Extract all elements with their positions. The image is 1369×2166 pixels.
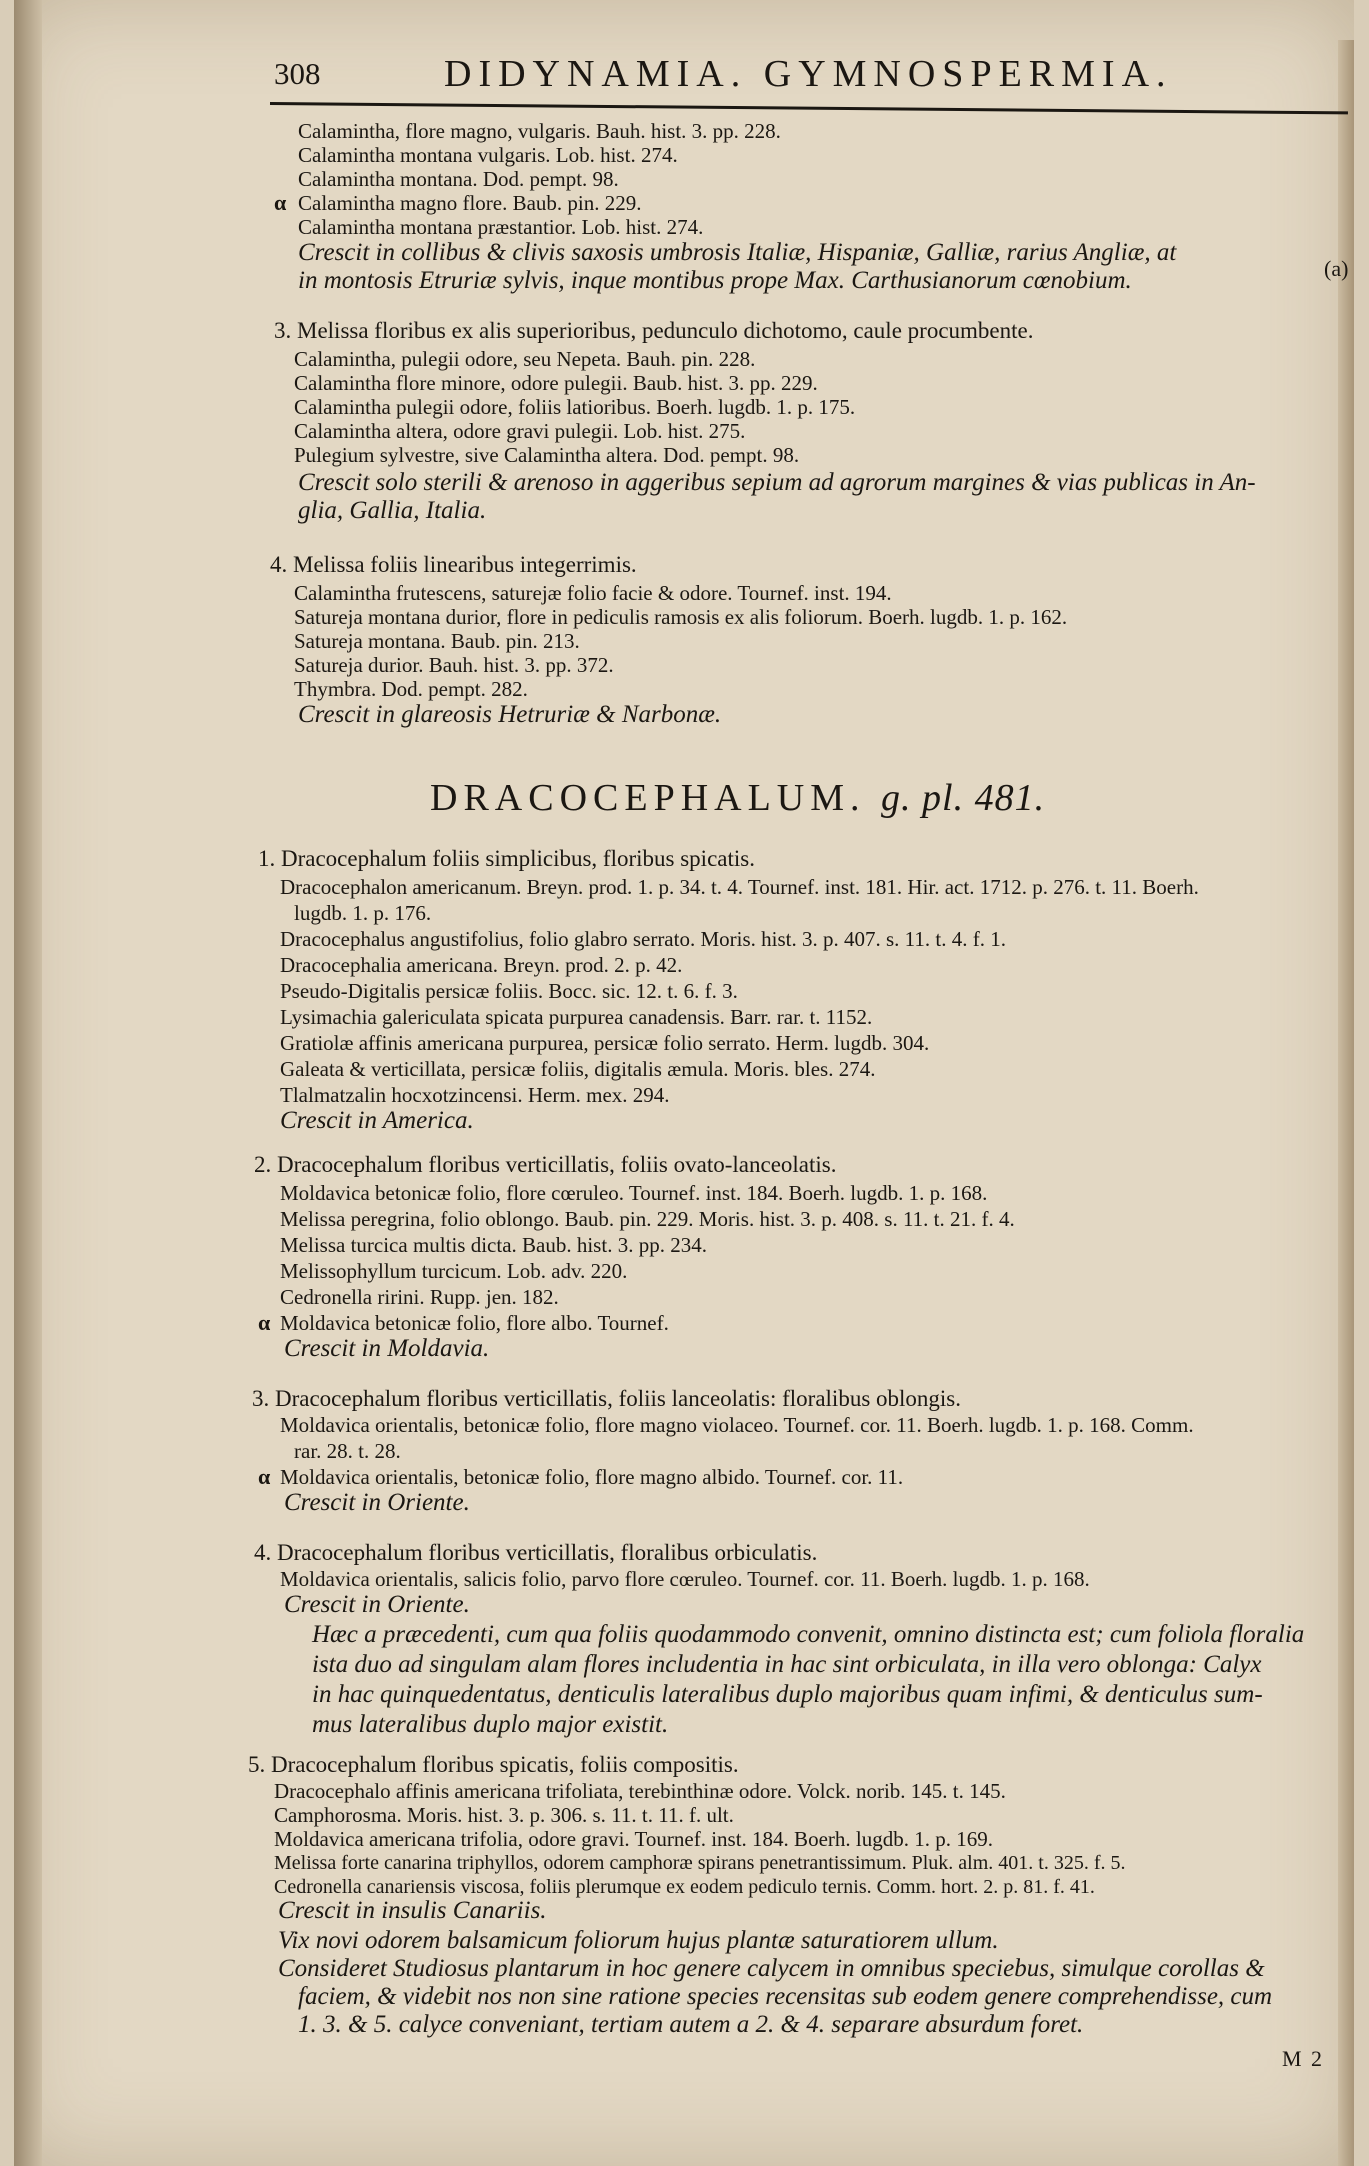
page-header [258,46,1348,116]
synonym-line: Galeata & verticillata, persicæ foliis, digitalis æmula. Moris. bles. 274. [280,1057,876,1081]
synonym-line: Calamintha pulegii odore, foliis latioribus. Boerh. lugdb. 1. p. 175. [294,395,856,419]
running-head: DIDYNAMIA. GYMNOSPERMIA. [444,53,1173,95]
species-heading: 5. Dracocephalum floribus spicatis, foliis compositis. [248,1752,739,1777]
book-page [14,0,1354,2166]
habitat-line: Crescit in glareosis Hetruriæ & Narbonæ. [298,701,722,728]
habitat-line: Crescit in Moldavia. [284,1335,490,1362]
synonym-line: Calamintha, pulegii odore, seu Nepeta. Bauh. pin. 228. [294,347,756,371]
synonym-line: Dracocephalus angustifolius, folio glabro serrato. Moris. hist. 3. p. 407. s. 11. t. 4. f. 1. [280,927,1006,951]
synonym-line: Satureja montana durior, flore in pediculis ramosis ex alis foliorum. Boerh. lugdb. 1. p. 162. [294,605,1068,629]
synonym-line: Calamintha flore minore, odore pulegii. Baub. hist. 3. pp. 229. [294,371,818,395]
note-line: faciem, & videbit nos non sine ratione species recensitas sub eodem genere comprehendisse, cum [298,1983,1273,2010]
header-rule [270,102,1348,114]
synonym-line: Melissa peregrina, folio oblongo. Baub. pin. 229. Moris. hist. 3. p. 408. s. 11. t. 21. f. 4. [280,1207,1015,1231]
synonym-line: Dracocephalon americanum. Breyn. prod. 1. p. 34. t. 4. Tournef. inst. 181. Hir. act. 1712. p. 276. t. 11. Boerh. [280,875,1199,899]
synonym-line: Moldavica betonicæ folio, flore cœruleo. Tournef. inst. 184. Boerh. lugdb. 1. p. 168. [280,1181,988,1205]
synonym-line: rar. 28. t. 28. [294,1439,401,1463]
synonym-line: Cedronella ririni. Rupp. jen. 182. [280,1285,559,1309]
synonym-line: Calamintha, flore magno, vulgaris. Bauh. hist. 3. pp. 228. [298,119,781,143]
footnote-mark: (a) [1324,256,1349,281]
synonym-line: Dracocephalo affinis americana trifoliata, terebinthinæ odore. Volck. norib. 145. t. 145. [274,1779,1006,1803]
synonym-line: Calamintha montana præstantior. Lob. hist. 274. [298,215,704,239]
habitat-line: Crescit in insulis Canariis. [278,1897,547,1924]
synonym-line: Moldavica orientalis, salicis folio, parvo flore cœruleo. Tournef. cor. 11. Boerh. lugdb. 1. p. 168. [280,1567,1090,1591]
habitat-line: Crescit in America. [280,1107,474,1134]
synonym-line: Pseudo-Digitalis persicæ foliis. Bocc. sic. 12. t. 6. f. 3. [280,979,738,1003]
variety-mark: α [274,190,287,215]
synonym-line: Calamintha frutescens, saturejæ folio facie & odore. Tournef. inst. 194. [294,581,892,605]
genus-title [430,776,1045,820]
note-line: ista duo ad singulam alam flores includentia in hac sint orbiculata, in illa vero oblonga: Calyx [312,1651,1262,1678]
species-heading: 4. Dracocephalum floribus verticillatis, floralibus orbiculatis. [254,1540,818,1565]
synonym-line: Melissophyllum turcicum. Lob. adv. 220. [280,1259,628,1283]
synonym-line: Calamintha montana. Dod. pempt. 98. [298,167,619,191]
synonym-line: Camphorosma. Moris. hist. 3. p. 306. s. 11. t. 11. f. ult. [274,1803,734,1827]
species-heading: 4. Melissa foliis linearibus integerrimis. [270,552,637,577]
synonym-line: Moldavica betonicæ folio, flore albo. Tournef. [280,1311,669,1335]
note-line: Vix novi odorem balsamicum foliorum hujus plantæ saturatiorem ullum. [278,1927,999,1954]
synonym-line: Calamintha altera, odore gravi pulegii. Lob. hist. 275. [294,419,746,443]
page-number: 308 [274,56,321,91]
variety-mark: α [258,1464,271,1489]
species-heading: 1. Dracocephalum foliis simplicibus, floribus spicatis. [258,846,755,871]
synonym-line: Thymbra. Dod. pempt. 282. [294,677,528,701]
genus-name: DRACOCEPHALUM. [430,777,866,819]
page-edge [1338,40,1354,2166]
synonym-line: Gratiolæ affinis americana purpurea, persicæ folio serrato. Herm. lugdb. 304. [280,1031,930,1055]
signature-mark: M 2 [1282,2046,1325,2071]
synonym-line: Lysimachia galericulata spicata purpurea canadensis. Barr. rar. t. 1152. [280,1005,873,1029]
species-heading: 2. Dracocephalum floribus verticillatis, foliis ovato-lanceolatis. [254,1152,837,1177]
habitat-line: glia, Gallia, Italia. [298,497,487,524]
note-line: Consideret Studiosus plantarum in hoc genere calycem in omnibus speciebus, simulque corollas & [278,1955,1265,1982]
synonym-line: Moldavica americana trifolia, odore gravi. Tournef. inst. 184. Boerh. lugdb. 1. p. 169. [274,1827,993,1851]
note-line: Hæc a præcedenti, cum qua foliis quodammodo convenit, omnino distincta est; cum foliola floralia [312,1621,1305,1648]
page-gutter [14,0,42,2166]
genus-reference: g. pl. 481. [881,777,1046,819]
habitat-line: Crescit in Oriente. [284,1489,470,1516]
synonym-line: Moldavica orientalis, betonicæ folio, flore magno albido. Tournef. cor. 11. [280,1465,904,1489]
synonym-line: Pulegium sylvestre, sive Calamintha altera. Dod. pempt. 98. [294,443,800,467]
synonym-line: Melissa turcica multis dicta. Baub. hist. 3. pp. 234. [280,1233,707,1257]
synonym-line: Satureja durior. Bauh. hist. 3. pp. 372. [294,653,614,677]
note-line: in hac quinquedentatus, denticulis lateralibus duplo majoribus quam infimi, & denticulus sum- [312,1681,1263,1708]
synonym-line: lugdb. 1. p. 176. [294,901,432,925]
species-heading: 3. Dracocephalum floribus verticillatis, foliis lanceolatis: floralibus oblongis. [252,1386,962,1411]
note-line: mus lateralibus duplo major existit. [312,1711,669,1738]
synonym-line: Melissa forte canarina triphyllos, odorem camphoræ spirans penetrantissimum. Pluk. alm. 401. t. 325. f. 5. [274,1852,1126,1874]
species-heading: 3. Melissa floribus ex alis superioribus, pedunculo dichotomo, caule procumbente. [274,318,1034,343]
habitat-line: Crescit solo sterili & arenoso in aggeribus sepium ad agrorum margines & vias publicas in An- [298,469,1256,496]
variety-mark: α [258,1310,271,1335]
synonym-line: Moldavica orientalis, betonicæ folio, flore magno violaceo. Tournef. cor. 11. Boerh. lugdb. 1. p. 168. Comm. [280,1413,1194,1437]
note-line: 1. 3. & 5. calyce conveniant, tertiam autem a 2. & 4. separare absurdum foret. [298,2011,1084,2038]
synonym-line: Tlalmatzalin hocxotzincensi. Herm. mex. 294. [280,1083,670,1107]
synonym-line: Satureja montana. Baub. pin. 213. [294,629,580,653]
habitat-line: Crescit in collibus & clivis saxosis umbrosis Italiæ, Hispaniæ, Galliæ, rarius Angliæ, at [298,239,1177,266]
synonym-line: Cedronella canariensis viscosa, foliis plerumque ex eodem pediculo ternis. Comm. hort. 2. p. 81. f. 41. [274,1876,1095,1898]
synonym-line: Calamintha magno flore. Baub. pin. 229. [298,191,642,215]
synonym-line: Dracocephalia americana. Breyn. prod. 2. p. 42. [280,953,683,977]
habitat-line: in montosis Etruriæ sylvis, inque montibus prope Max. Carthusianorum cœnobium. [298,267,1132,294]
habitat-line: Crescit in Oriente. [284,1591,470,1618]
synonym-line: Calamintha montana vulgaris. Lob. hist. 274. [298,143,678,167]
